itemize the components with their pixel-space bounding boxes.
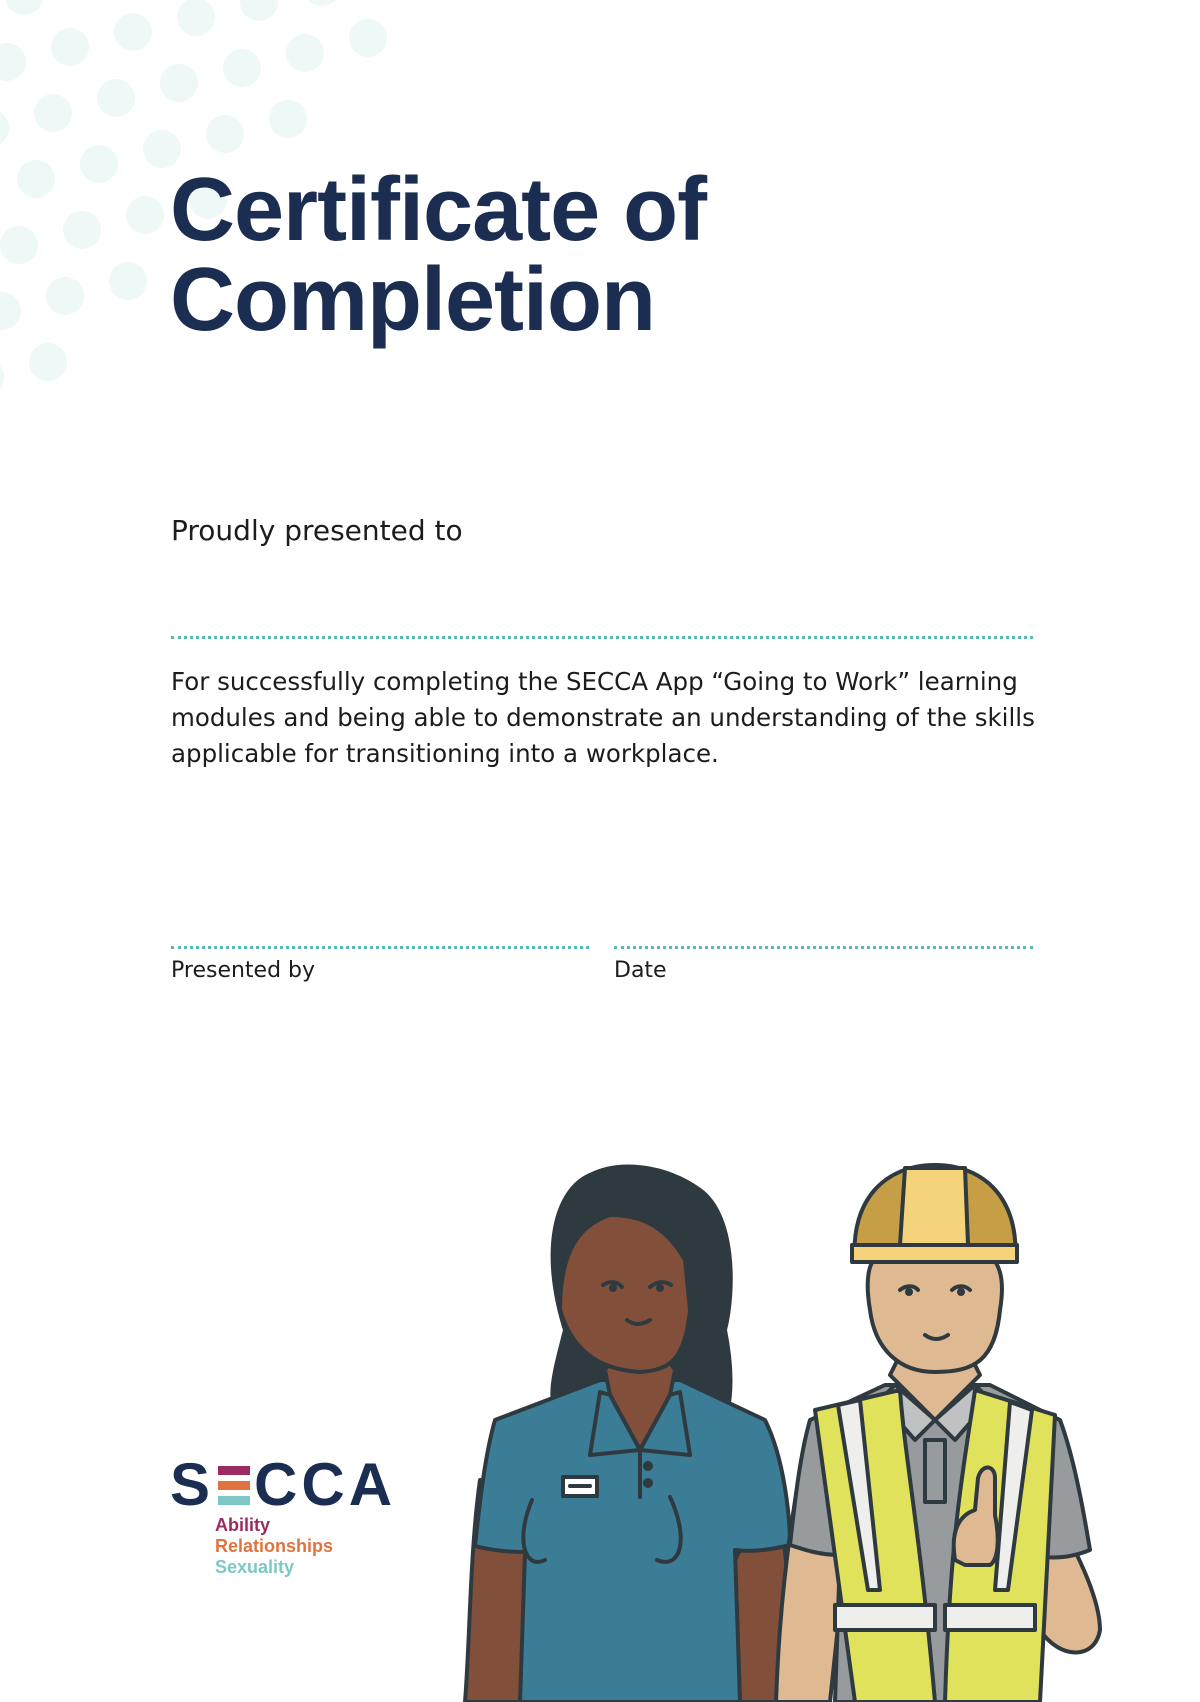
certificate-body-text: For successfully completing the SECCA App “Going to Work” learning modules and being able to demonstrate an understanding of the skills applicable for transitioning into a workplace. bbox=[171, 667, 1035, 768]
presented-to-label: Proudly presented to bbox=[171, 514, 463, 547]
logo-wordmark: S CCA bbox=[170, 1451, 397, 1518]
construction-worker-figure bbox=[776, 1165, 1100, 1702]
logo-tagline-relationships: Relationships bbox=[215, 1536, 334, 1556]
logo-tagline-sexuality: Sexuality bbox=[215, 1557, 295, 1577]
date-label: Date bbox=[614, 958, 667, 983]
certificate-title: Certificate of Completion bbox=[170, 160, 707, 350]
woman-figure bbox=[465, 1167, 795, 1702]
logo-tagline-ability: Ability bbox=[215, 1515, 271, 1535]
presented-by-label: Presented by bbox=[171, 958, 316, 983]
